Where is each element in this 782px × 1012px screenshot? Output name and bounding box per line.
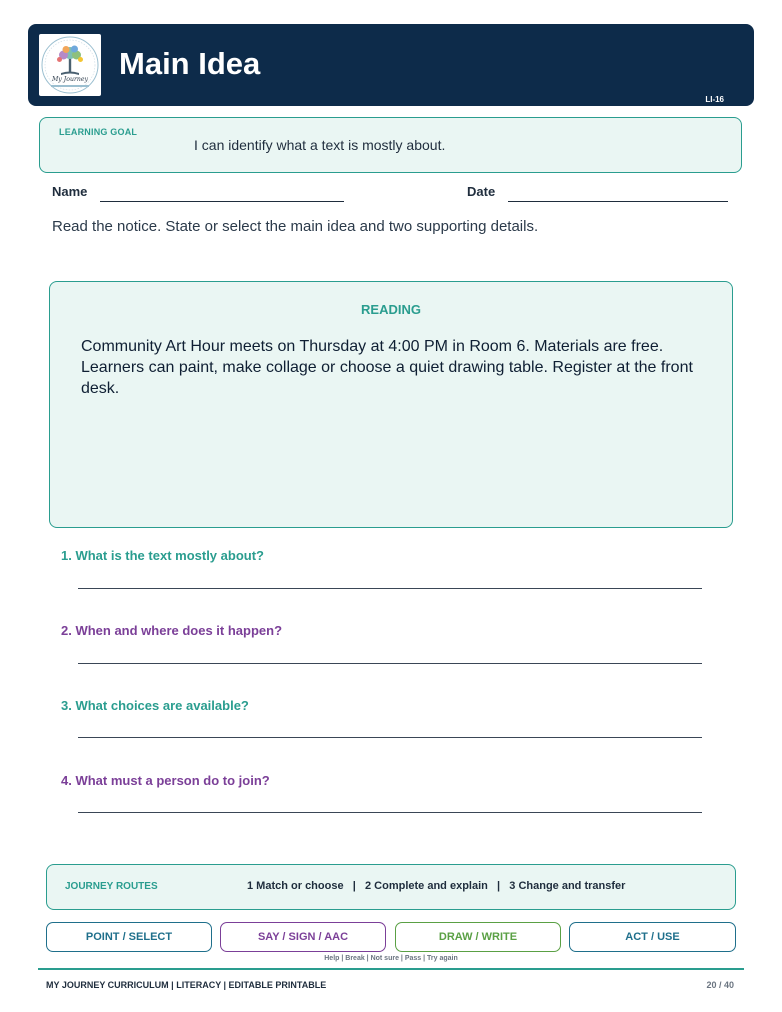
- my-journey-logo: [39, 34, 101, 96]
- instructions: Read the notice. State or select the main idea and two supporting details.: [52, 218, 539, 235]
- question-3: 3. What choices are available?: [61, 698, 249, 713]
- learning-goal-label: LEARNING GOAL: [59, 127, 138, 137]
- svg-text:My Journey: My Journey: [51, 76, 89, 83]
- reading-label: READING: [361, 302, 421, 317]
- draw-write-button[interactable]: DRAW / WRITE: [395, 922, 561, 952]
- page-number: 20 / 40: [706, 980, 734, 990]
- answer-line-2[interactable]: [78, 663, 702, 664]
- learning-goal-panel: [39, 117, 742, 173]
- date-field-line[interactable]: [508, 201, 728, 202]
- page-header: [28, 24, 754, 106]
- act-use-button[interactable]: ACT / USE: [569, 922, 736, 952]
- tree-logo-icon: [39, 34, 101, 96]
- journey-routes-text: 1 Match or choose | 2 Complete and explain | 3 Change and transfer: [247, 880, 626, 892]
- page-title: Main Idea: [119, 46, 261, 81]
- answer-line-1[interactable]: [78, 588, 702, 589]
- answer-line-4[interactable]: [78, 812, 702, 813]
- date-label: Date: [467, 184, 496, 199]
- point-select-button[interactable]: POINT / SELECT: [46, 922, 212, 952]
- name-field-line[interactable]: [100, 201, 344, 202]
- question-1: 1. What is the text mostly about?: [61, 548, 264, 563]
- name-label: Name: [52, 184, 88, 199]
- help-options: Help | Break | Not sure | Pass | Try again: [324, 955, 458, 962]
- learning-goal-text: I can identify what a text is mostly about.: [194, 137, 446, 153]
- answer-line-3[interactable]: [78, 737, 702, 738]
- reading-panel: [49, 281, 733, 528]
- question-2: 2. When and where does it happen?: [61, 623, 283, 638]
- lesson-code: LI-16: [705, 95, 724, 104]
- question-4: 4. What must a person do to join?: [61, 773, 270, 788]
- footer-divider: [38, 968, 744, 970]
- journey-routes-panel: [46, 864, 736, 910]
- footer-curriculum: MY JOURNEY CURRICULUM | LITERACY | EDITABLE PRINTABLE: [46, 980, 327, 990]
- reading-passage: Community Art Hour meets on Thursday at 4:00 PM in Room 6. Materials are free. Learners can paint, make collage or choose a quiet drawing table. Register at the front desk.: [81, 338, 693, 397]
- say-sign-aac-button[interactable]: SAY / SIGN / AAC: [220, 922, 386, 952]
- journey-routes-label: JOURNEY ROUTES: [65, 881, 158, 892]
